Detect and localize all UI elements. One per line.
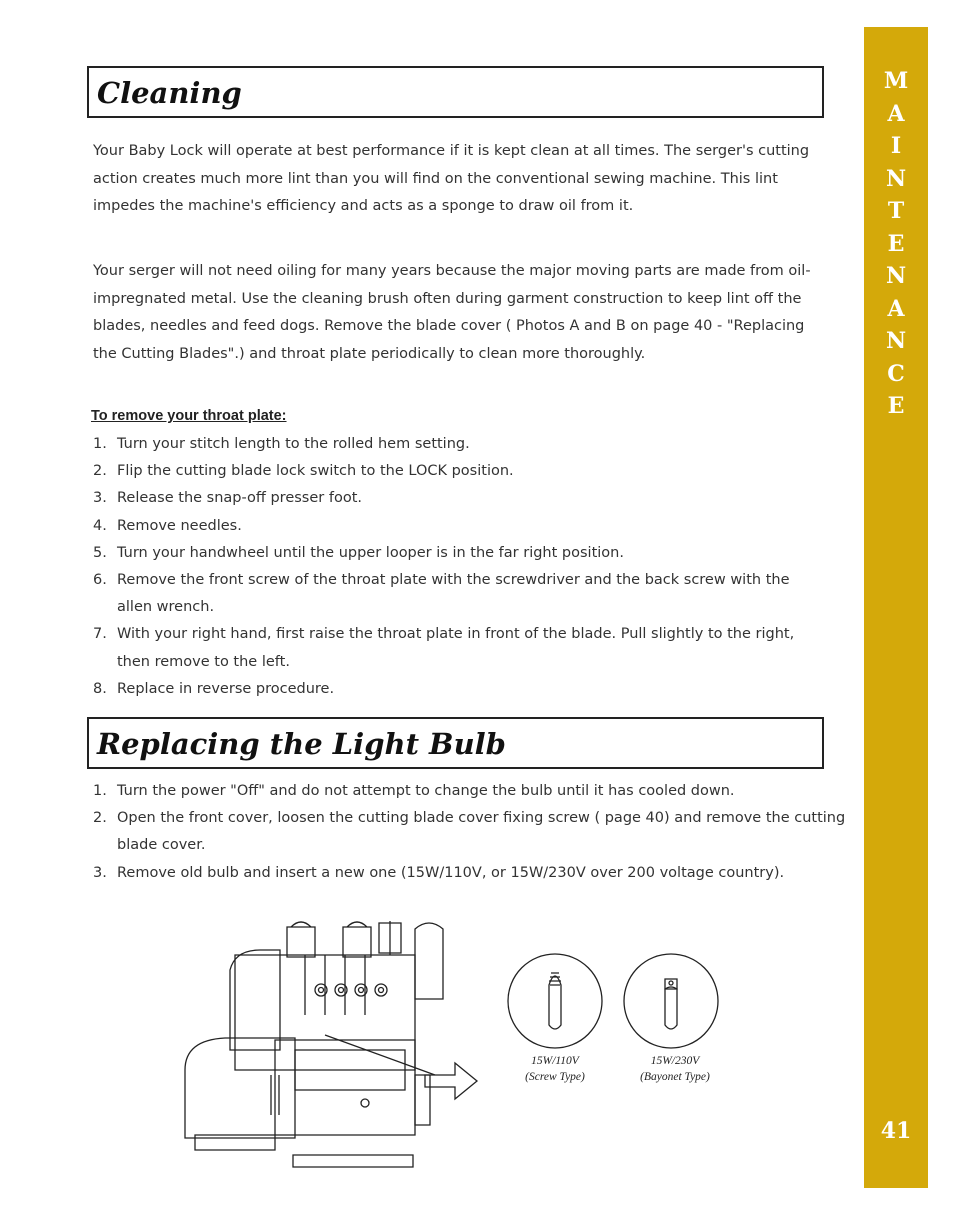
side-letter: C (887, 360, 905, 387)
throat-plate-steps (93, 431, 813, 703)
step-text: Remove the front screw of the throat plate with the screwdriver and the back screw with the allen wrench. (117, 572, 790, 616)
side-letter: E (887, 230, 905, 257)
maintenance-side-tab (864, 27, 928, 1188)
bayonet-bulb-caption (620, 1053, 730, 1085)
list-item (93, 860, 853, 887)
side-tab-letters (864, 65, 928, 423)
list-item (93, 778, 853, 805)
list-item (93, 431, 813, 458)
step-number: 6. (93, 572, 107, 589)
bayonet-bulb-type: (Bayonet Type) (640, 1071, 710, 1083)
step-number: 8. (93, 680, 107, 697)
screw-type-bulb (508, 954, 602, 1048)
step-text: Turn the power "Off" and do not attempt to change the bulb until it has cooled down. (117, 783, 735, 799)
side-letter: T (887, 198, 905, 224)
step-text: Turn your handwheel until the upper looper is in the far right position. (117, 544, 624, 561)
step-number: 1. (93, 783, 107, 799)
side-letter: N (885, 328, 907, 354)
list-item (93, 540, 813, 567)
step-text: Remove needles. (117, 517, 242, 534)
side-letter: N (885, 165, 907, 192)
serger-drawing (185, 921, 477, 1167)
bayonet-type-bulb (624, 954, 718, 1048)
light-bulb-title: Replacing the Light Bulb (97, 727, 506, 761)
step-number: 2. (93, 810, 107, 827)
screw-bulb-spec: 15W/110V (531, 1055, 579, 1067)
step-number: 3. (93, 864, 107, 881)
step-number: 3. (93, 490, 107, 507)
cleaning-heading-box (87, 66, 824, 118)
light-bulb-steps (93, 778, 853, 887)
step-number: 5. (93, 544, 107, 561)
light-bulb-heading-box (87, 717, 824, 769)
side-letter: I (890, 133, 902, 159)
side-letter: M (883, 68, 909, 94)
list-item (93, 485, 813, 512)
step-number: 2. (93, 463, 107, 480)
step-text: Replace in reverse procedure. (117, 680, 335, 697)
cleaning-title: Cleaning (97, 76, 242, 110)
list-item (93, 458, 813, 485)
side-letter: A (887, 100, 905, 127)
step-text: Open the front cover, loosen the cutting blade cover fixing screw ( page 40) and remove the cutting blade cover. (117, 810, 846, 854)
list-item (93, 805, 853, 859)
list-item (93, 567, 813, 621)
list-item (93, 513, 813, 540)
list-item (93, 621, 813, 675)
screw-bulb-caption (505, 1053, 605, 1085)
cleaning-paragraph-2: Your serger will not need oiling for many years because the major moving parts are made from oil-impregnated metal. Use the cleaning brush often during garment construction to keep lint off the blades, needles and feed dogs. Remove the blade cover ( Photos A and B on page 40 - "Replacing the Cutting Blades".) and throat plate periodically to clean more thoroughly. (93, 263, 811, 362)
page-number: 41 (880, 1118, 912, 1144)
step-number: 4. (93, 517, 107, 534)
serger-bulb-illustration (175, 915, 735, 1175)
step-text: With your right hand, first raise the throat plate in front of the blade. Pull slightly to the right, then remove to the left. (117, 626, 795, 670)
throat-plate-subheading: To remove your throat plate: (91, 408, 287, 424)
step-text: Flip the cutting blade lock switch to the LOCK position. (117, 463, 514, 480)
list-item (93, 676, 813, 703)
screw-bulb-type: (Screw Type) (525, 1071, 585, 1083)
step-number: 1. (93, 436, 107, 452)
side-letter: A (887, 295, 905, 322)
cleaning-paragraph-1: Your Baby Lock will operate at best performance if it is kept clean at all times. The serger's cutting action creates much more lint than you will find on the conventional sewing machine. This lint impedes the machine's efficiency and acts as a sponge to draw oil from it. (93, 143, 810, 214)
side-letter: N (885, 263, 907, 289)
step-text: Release the snap-off presser foot. (117, 490, 362, 507)
step-text: Remove old bulb and insert a new one (15W/110V, or 15W/230V over 200 voltage country). (117, 864, 785, 881)
step-text: Turn your stitch length to the rolled hem setting. (117, 436, 470, 452)
step-number: 7. (93, 626, 107, 643)
side-letter: E (887, 393, 905, 419)
bayonet-bulb-spec: 15W/230V (650, 1055, 700, 1067)
